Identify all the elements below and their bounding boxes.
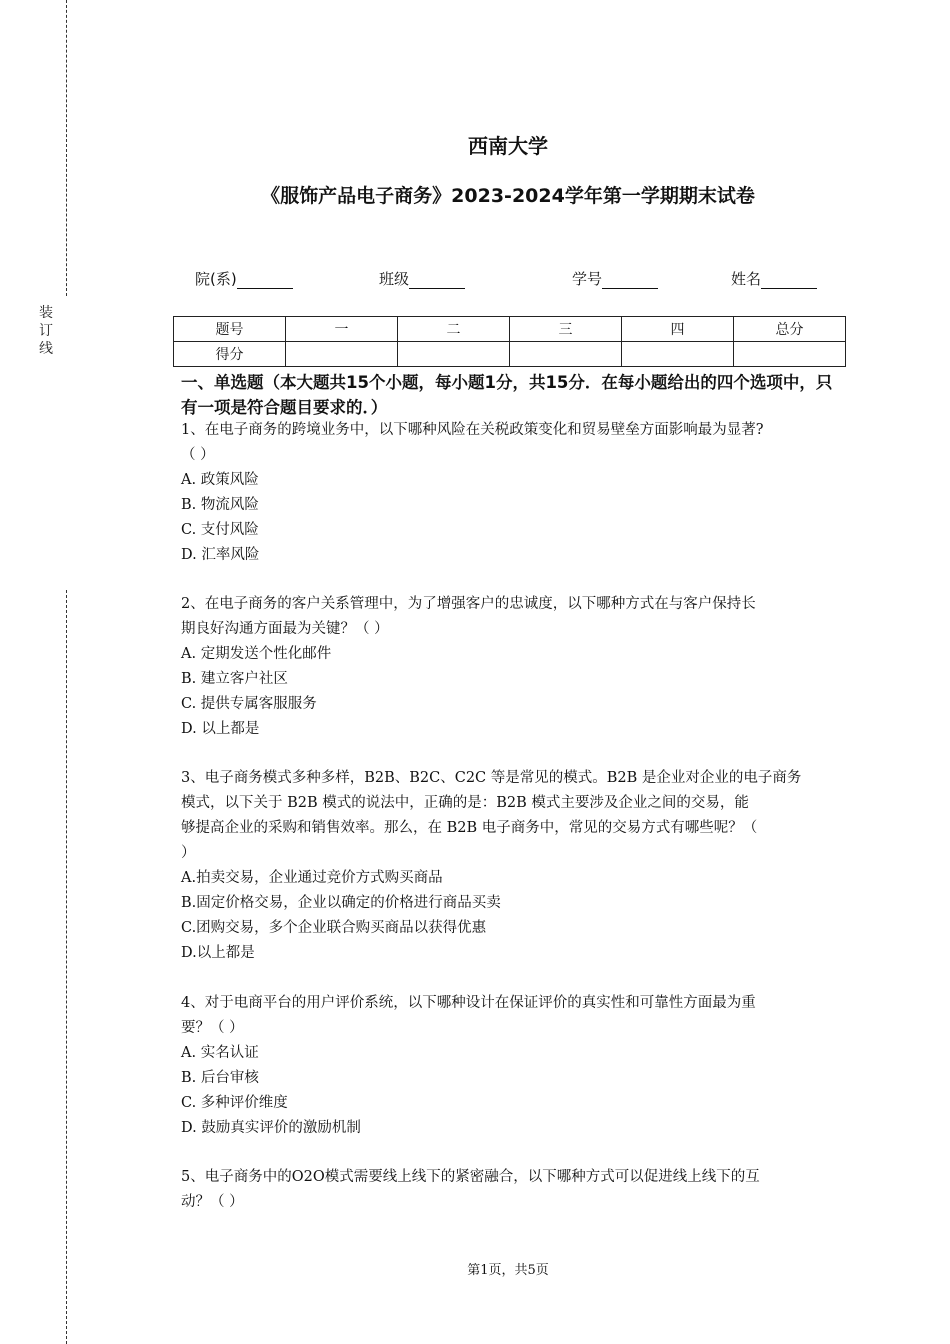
score-table-empty-cell [734, 342, 846, 367]
question-option: A. 定期发送个性化邮件 [181, 646, 332, 662]
section-heading: 一、单选题（本大题共15个小题，每小题1分，共15分．在每小题给出的四个选项中，只有一项是符合题目要求的．） [181, 373, 833, 417]
info-field-student-id: 学号 [572, 268, 658, 289]
info-field-name: 姓名 [731, 268, 817, 289]
binding-label [38, 304, 54, 358]
info-field-department: 院(系) [195, 268, 293, 289]
score-table-score-row [174, 342, 846, 367]
university-title: 西南大学 [468, 134, 548, 158]
score-table-cell: 总分 [734, 317, 846, 342]
question-option: B. 物流风险 [181, 497, 259, 513]
question-1 [181, 418, 845, 568]
question-option: A.拍卖交易，企业通过竞价方式购买商品 [181, 870, 443, 886]
binding-label-char: 装 [39, 305, 53, 321]
question-option: C. 提供专属客服服务 [181, 696, 317, 712]
question-option: B.固定价格交易，企业以确定的价格进行商品买卖 [181, 895, 501, 911]
score-table-empty-cell [622, 342, 734, 367]
question-stem-line: （ ） [181, 447, 215, 463]
info-field-class: 班级 [379, 268, 465, 289]
question-stem-line: 4、对于电商平台的用户评价系统，以下哪种设计在保证评价的真实性和可靠性方面最为重 [181, 995, 756, 1011]
score-table-cell: 一 [286, 317, 398, 342]
question-option: D. 以上都是 [181, 721, 260, 737]
question-4 [181, 991, 845, 1141]
question-stem-line: 3、电子商务模式多种多样，B2B、B2C、C2C 等是常见的模式。B2B 是企业对企业的电子商务 [181, 770, 802, 786]
question-option: B. 后台审核 [181, 1070, 259, 1086]
page-footer: 第1页，共5页 [467, 1263, 549, 1278]
question-stem-line: ） [181, 845, 196, 861]
score-table-empty-cell [286, 342, 398, 367]
question-stem-line: 模式，以下关于 B2B 模式的说法中，正确的是：B2B 模式主要涉及企业之间的交易，能 [181, 795, 749, 811]
question-stem-line: 够提高企业的采购和销售效率。那么，在 B2B 电子商务中，常见的交易方式有哪些呢？（ [181, 820, 758, 836]
binding-label-char: 线 [39, 341, 53, 357]
score-table-cell: 三 [510, 317, 622, 342]
question-option: D. 鼓励真实评价的激励机制 [181, 1120, 361, 1136]
score-table-empty-cell [510, 342, 622, 367]
question-stem-line: 期良好沟通方面最为关键？（ ） [181, 621, 389, 637]
binding-dashed-line-bottom [66, 590, 67, 1344]
score-table-cell: 得分 [174, 342, 286, 367]
question-stem-line: 5、电子商务中的O2O模式需要线上线下的紧密融合，以下哪种方式可以促进线上线下的互 [181, 1169, 760, 1185]
question-option: D.以上都是 [181, 945, 255, 961]
question-option: A. 实名认证 [181, 1045, 259, 1061]
question-option: A. 政策风险 [181, 472, 259, 488]
question-option: D. 汇率风险 [181, 547, 260, 563]
score-table-empty-cell [398, 342, 510, 367]
question-option: B. 建立客户社区 [181, 671, 288, 687]
question-option: C.团购交易，多个企业联合购买商品以获得优惠 [181, 920, 487, 936]
question-stem-line: 1、在电子商务的跨境业务中，以下哪种风险在关税政策变化和贸易壁垒方面影响最为显著? [181, 422, 764, 438]
binding-label-char: 订 [39, 323, 53, 339]
score-table-cell: 二 [398, 317, 510, 342]
exam-title: 《服饰产品电子商务》2023-2024学年第一学期期末试卷 [261, 185, 755, 207]
question-stem-line: 要？（ ） [181, 1020, 244, 1036]
question-5 [181, 1165, 845, 1215]
question-option: C. 支付风险 [181, 522, 259, 538]
score-table-cell: 题号 [174, 317, 286, 342]
question-2 [181, 592, 845, 742]
question-stem-line: 动？（ ） [181, 1194, 244, 1210]
question-stem-line: 2、在电子商务的客户关系管理中，为了增强客户的忠诚度，以下哪种方式在与客户保持长 [181, 596, 756, 612]
score-table-header-row [174, 317, 846, 342]
score-table [173, 316, 846, 367]
question-option: C. 多种评价维度 [181, 1095, 288, 1111]
question-3 [181, 766, 845, 966]
score-table-cell: 四 [622, 317, 734, 342]
